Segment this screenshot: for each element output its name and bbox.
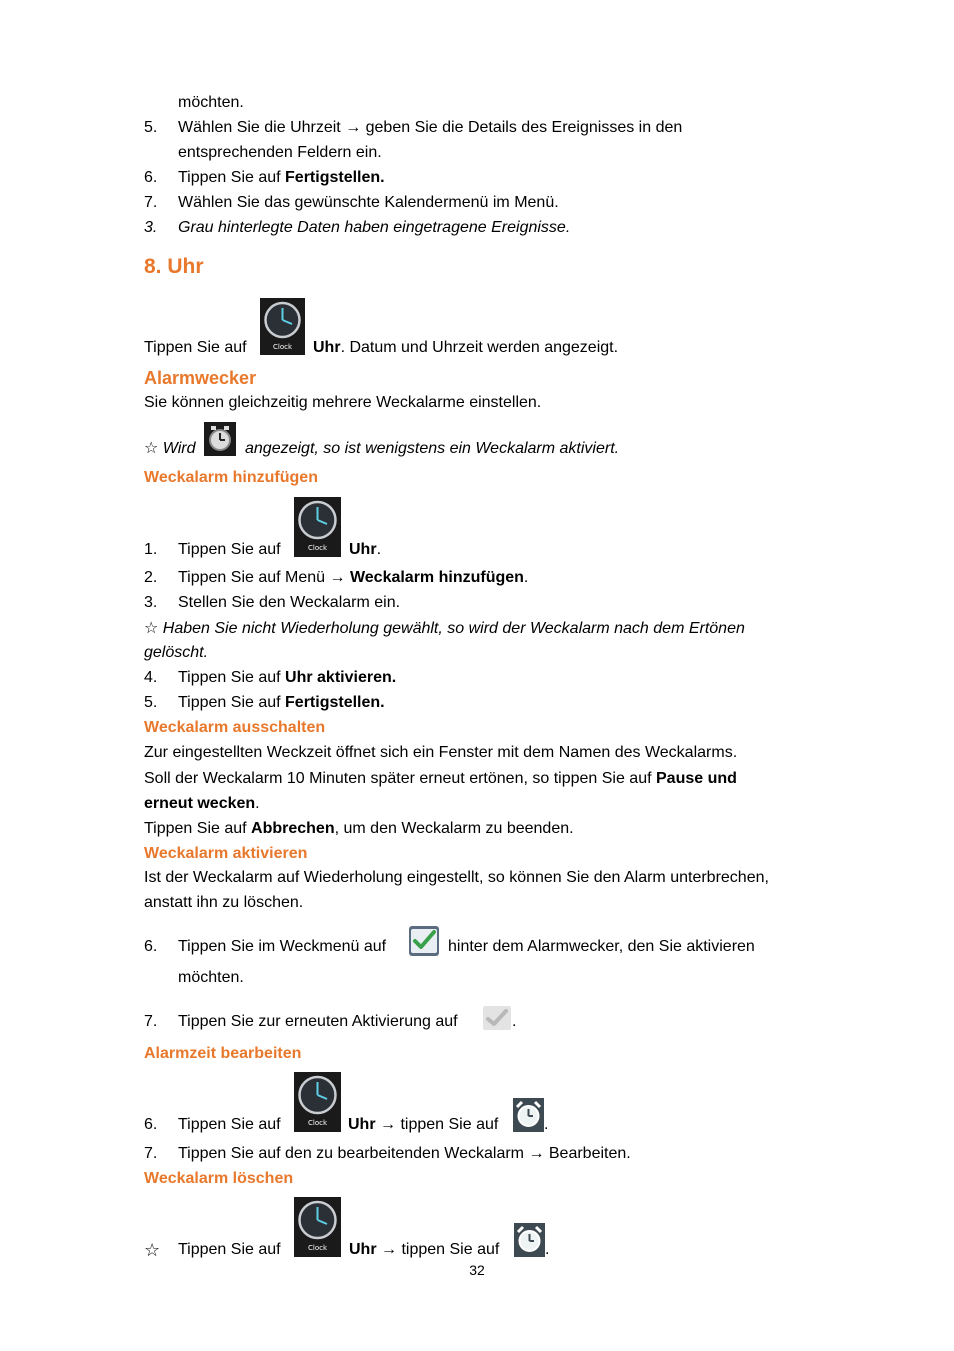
list-item: Uhr → tippen Sie auf bbox=[348, 1116, 499, 1133]
list-number: 3. bbox=[144, 594, 158, 611]
star-icon: ☆ bbox=[144, 620, 159, 637]
paragraph: anstatt ihn zu löschen. bbox=[144, 894, 304, 911]
list-item: Uhr. bbox=[349, 541, 382, 558]
list-number: 7. bbox=[144, 1145, 158, 1162]
list-item: Stellen Sie den Weckalarm ein. bbox=[178, 594, 401, 611]
list-item-continuation: möchten. bbox=[178, 969, 244, 986]
subsection-heading: Weckalarm hinzufügen bbox=[144, 469, 318, 486]
paragraph: erneut wecken. bbox=[144, 795, 260, 812]
clock-app-icon bbox=[294, 1197, 341, 1262]
paragraph: Tippen Sie auf bbox=[144, 339, 247, 356]
star-icon: ☆ bbox=[144, 1240, 161, 1260]
svg-text:Clock: Clock bbox=[307, 1119, 328, 1127]
list-item: Tippen Sie auf Fertigstellen. bbox=[178, 694, 385, 711]
note: gelöscht. bbox=[144, 644, 209, 661]
list-number: 3. bbox=[144, 219, 158, 236]
section-heading: Alarmwecker bbox=[144, 368, 257, 388]
subsection-heading: Alarmzeit bearbeiten bbox=[144, 1045, 302, 1062]
clock-app-icon bbox=[260, 298, 305, 360]
list-number: 7. bbox=[144, 194, 158, 211]
list-item: Tippen Sie auf bbox=[178, 1116, 281, 1133]
clock-app-icon bbox=[294, 1072, 341, 1137]
list-number: 6. bbox=[144, 1116, 158, 1133]
note: angezeigt, so ist wenigstens ein Weckalarm aktiviert. bbox=[245, 440, 620, 457]
list-number: 4. bbox=[144, 669, 158, 686]
checkbox-unchecked-icon bbox=[482, 1003, 517, 1036]
list-item: Tippen Sie auf bbox=[178, 541, 281, 558]
checkbox-checked-icon bbox=[408, 925, 440, 962]
list-item: hinter dem Alarmwecker, den Sie aktivieren bbox=[448, 938, 755, 955]
list-item: Tippen Sie zur erneuten Aktivierung auf bbox=[178, 1013, 458, 1030]
list-item-continuation: entsprechenden Feldern ein. bbox=[178, 144, 382, 161]
list-number: 6. bbox=[144, 938, 158, 955]
subsection-heading: Weckalarm ausschalten bbox=[144, 719, 326, 736]
alarm-clock-icon bbox=[513, 1098, 544, 1137]
page-number: 32 bbox=[469, 1262, 485, 1278]
paragraph: Zur eingestellten Weckzeit öffnet sich ein Fenster mit dem Namen des Weckalarms. bbox=[144, 744, 738, 761]
note: ☆ Haben Sie nicht Wiederholung gewählt, so wird der Weckalarm nach dem Ertönen bbox=[144, 620, 745, 637]
list-number: 7. bbox=[144, 1013, 158, 1030]
list-item: Uhr → tippen Sie auf bbox=[349, 1241, 500, 1258]
list-item: . bbox=[544, 1116, 549, 1133]
list-item: Tippen Sie auf Fertigstellen. bbox=[178, 169, 385, 186]
clock-app-icon bbox=[294, 497, 341, 562]
note: ☆ Wird bbox=[144, 440, 196, 457]
list-number: 1. bbox=[144, 541, 158, 558]
list-number: 2. bbox=[144, 569, 158, 586]
paragraph: Uhr. Datum und Uhrzeit werden angezeigt. bbox=[313, 339, 619, 356]
svg-text:Clock: Clock bbox=[307, 544, 328, 552]
subsection-heading: Weckalarm aktivieren bbox=[144, 845, 308, 862]
list-item: Tippen Sie auf den zu bearbeitenden Weckalarm → Bearbeiten. bbox=[178, 1145, 631, 1162]
list-item-continuation: möchten. bbox=[178, 94, 244, 111]
list-item: Grau hinterlegte Daten haben eingetragene Ereignisse. bbox=[178, 219, 571, 236]
paragraph: Tippen Sie auf Abbrechen, um den Weckalarm zu beenden. bbox=[144, 820, 574, 837]
section-heading: 8. Uhr bbox=[144, 255, 204, 278]
list-number: 5. bbox=[144, 119, 158, 136]
svg-text:Clock: Clock bbox=[272, 343, 293, 351]
list-item: Wählen Sie das gewünschte Kalendermenü im Menü. bbox=[178, 194, 559, 211]
star-icon: ☆ bbox=[144, 440, 159, 457]
list-item: Tippen Sie im Weckmenü auf bbox=[178, 938, 387, 955]
list-number: 6. bbox=[144, 169, 158, 186]
paragraph: Ist der Weckalarm auf Wiederholung eingestellt, so können Sie den Alarm unterbrechen, bbox=[144, 869, 769, 886]
list-item: . bbox=[512, 1013, 517, 1030]
paragraph: Soll der Weckalarm 10 Minuten später erneut ertönen, so tippen Sie auf Pause und bbox=[144, 770, 737, 787]
list-item: Tippen Sie auf Menü → Weckalarm hinzufügen. bbox=[178, 569, 529, 586]
list-number: 5. bbox=[144, 694, 158, 711]
alarm-clock-icon bbox=[514, 1223, 545, 1262]
list-item: Wählen Sie die Uhrzeit → geben Sie die Details des Ereignisses in den bbox=[178, 119, 683, 136]
svg-text:Clock: Clock bbox=[307, 1244, 328, 1252]
list-item: . bbox=[545, 1241, 550, 1258]
paragraph: Sie können gleichzeitig mehrere Weckalarme einstellen. bbox=[144, 394, 542, 411]
alarm-indicator-icon bbox=[204, 422, 236, 461]
subsection-heading: Weckalarm löschen bbox=[144, 1170, 294, 1187]
list-item: Tippen Sie auf bbox=[178, 1241, 281, 1258]
list-item: Tippen Sie auf Uhr aktivieren. bbox=[178, 669, 397, 686]
